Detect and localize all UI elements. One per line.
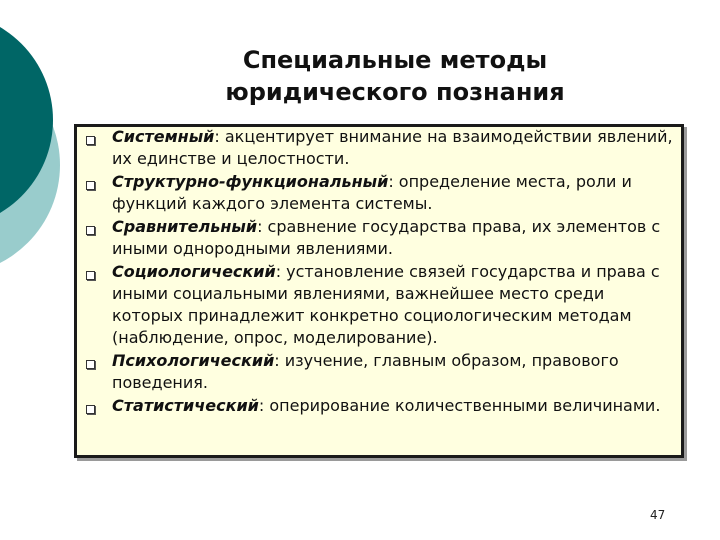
method-term: Сравнительный [112,217,258,236]
method-term: Социологический [112,262,276,281]
square-bullet-icon [86,136,95,145]
method-description: : изучение, главным образом, правового поведения. [112,351,619,392]
method-description: : акцентирует внимание на взаимодействии явлений, их единстве и целостности. [112,127,673,168]
list-item [80,261,680,349]
square-bullet-icon [86,360,95,369]
method-description: : определение места, роли и функций каждого элемента системы. [112,172,632,213]
methods-list [80,126,680,418]
method-term: Статистический [112,396,259,415]
slide-title-line-1: Специальные методы [242,46,548,74]
slide-title [150,44,640,108]
list-item [80,216,680,260]
method-term: Структурно-функциональный [112,172,389,191]
list-item [80,171,680,215]
method-term: Психологический [112,351,275,370]
square-bullet-icon [86,271,95,280]
method-description: : оперирование количественными величинами. [258,396,661,415]
list-item [80,126,680,170]
square-bullet-icon [86,405,95,414]
method-term: Системный [112,127,215,146]
square-bullet-icon [86,226,95,235]
list-item [80,395,680,417]
method-description: : установление связей государства и права с иными социальными явлениями, важнейшее место среди которых принадлежит конкретно социологическим методам (наблюдение, опрос, моделирование). [112,262,660,347]
method-description: : сравнение государства права, их элементов с иными однородными явлениями. [112,217,661,258]
slide-title-line-2: юридического познания [225,78,565,106]
square-bullet-icon [86,181,95,190]
list-item [80,350,680,394]
page-number: 47 [650,508,666,522]
